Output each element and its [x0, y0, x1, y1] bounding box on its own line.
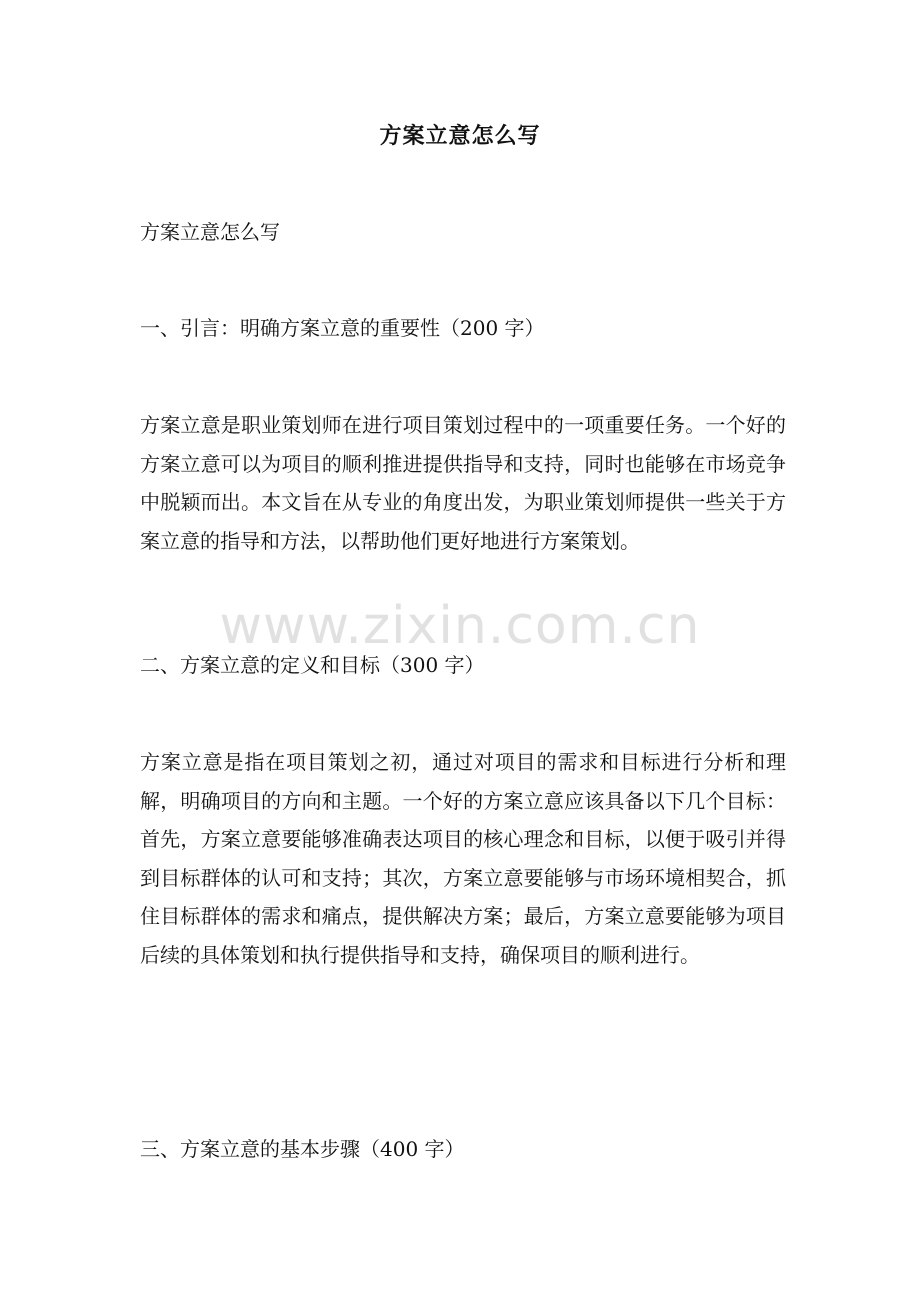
section-paragraph-2: 方案立意是指在项目策划之初，通过对项目的需求和目标进行分析和理解，明确项目的方向和主题。一个好的方案立意应该具备以下几个目标：首先，方案立意要能够准确表达项目的核心理念和目标，以便于吸引并得到目标群体的认可和支持；其次，方案立意要能够与市场环境相契合，抓住目标群体的需求和痛点，提供解决方案；最后，方案立意要能够为项目后续的具体策划和执行提供指导和支持，确保项目的顺利进行。 [140, 750, 786, 967]
section-heading-2: 二、方案立意的定义和目标（300 字） [140, 653, 485, 677]
section-heading-3: 三、方案立意的基本步骤（400 字） [140, 1137, 465, 1161]
document-title: 方案立意怎么写 [379, 123, 541, 149]
section-heading-1: 一、引言：明确方案立意的重要性（200 字） [140, 316, 545, 340]
section-paragraph-1: 方案立意是职业策划师在进行项目策划过程中的一项重要任务。一个好的方案立意可以为项目的顺利推进提供指导和支持，同时也能够在市场竞争中脱颖而出。本文旨在从专业的角度出发，为职业策划师提供一些关于方案立意的指导和方法，以帮助他们更好地进行方案策划。 [140, 413, 786, 553]
watermark: www.zixin.com.cn [219, 596, 701, 656]
document-subtitle: 方案立意怎么写 [140, 220, 280, 244]
